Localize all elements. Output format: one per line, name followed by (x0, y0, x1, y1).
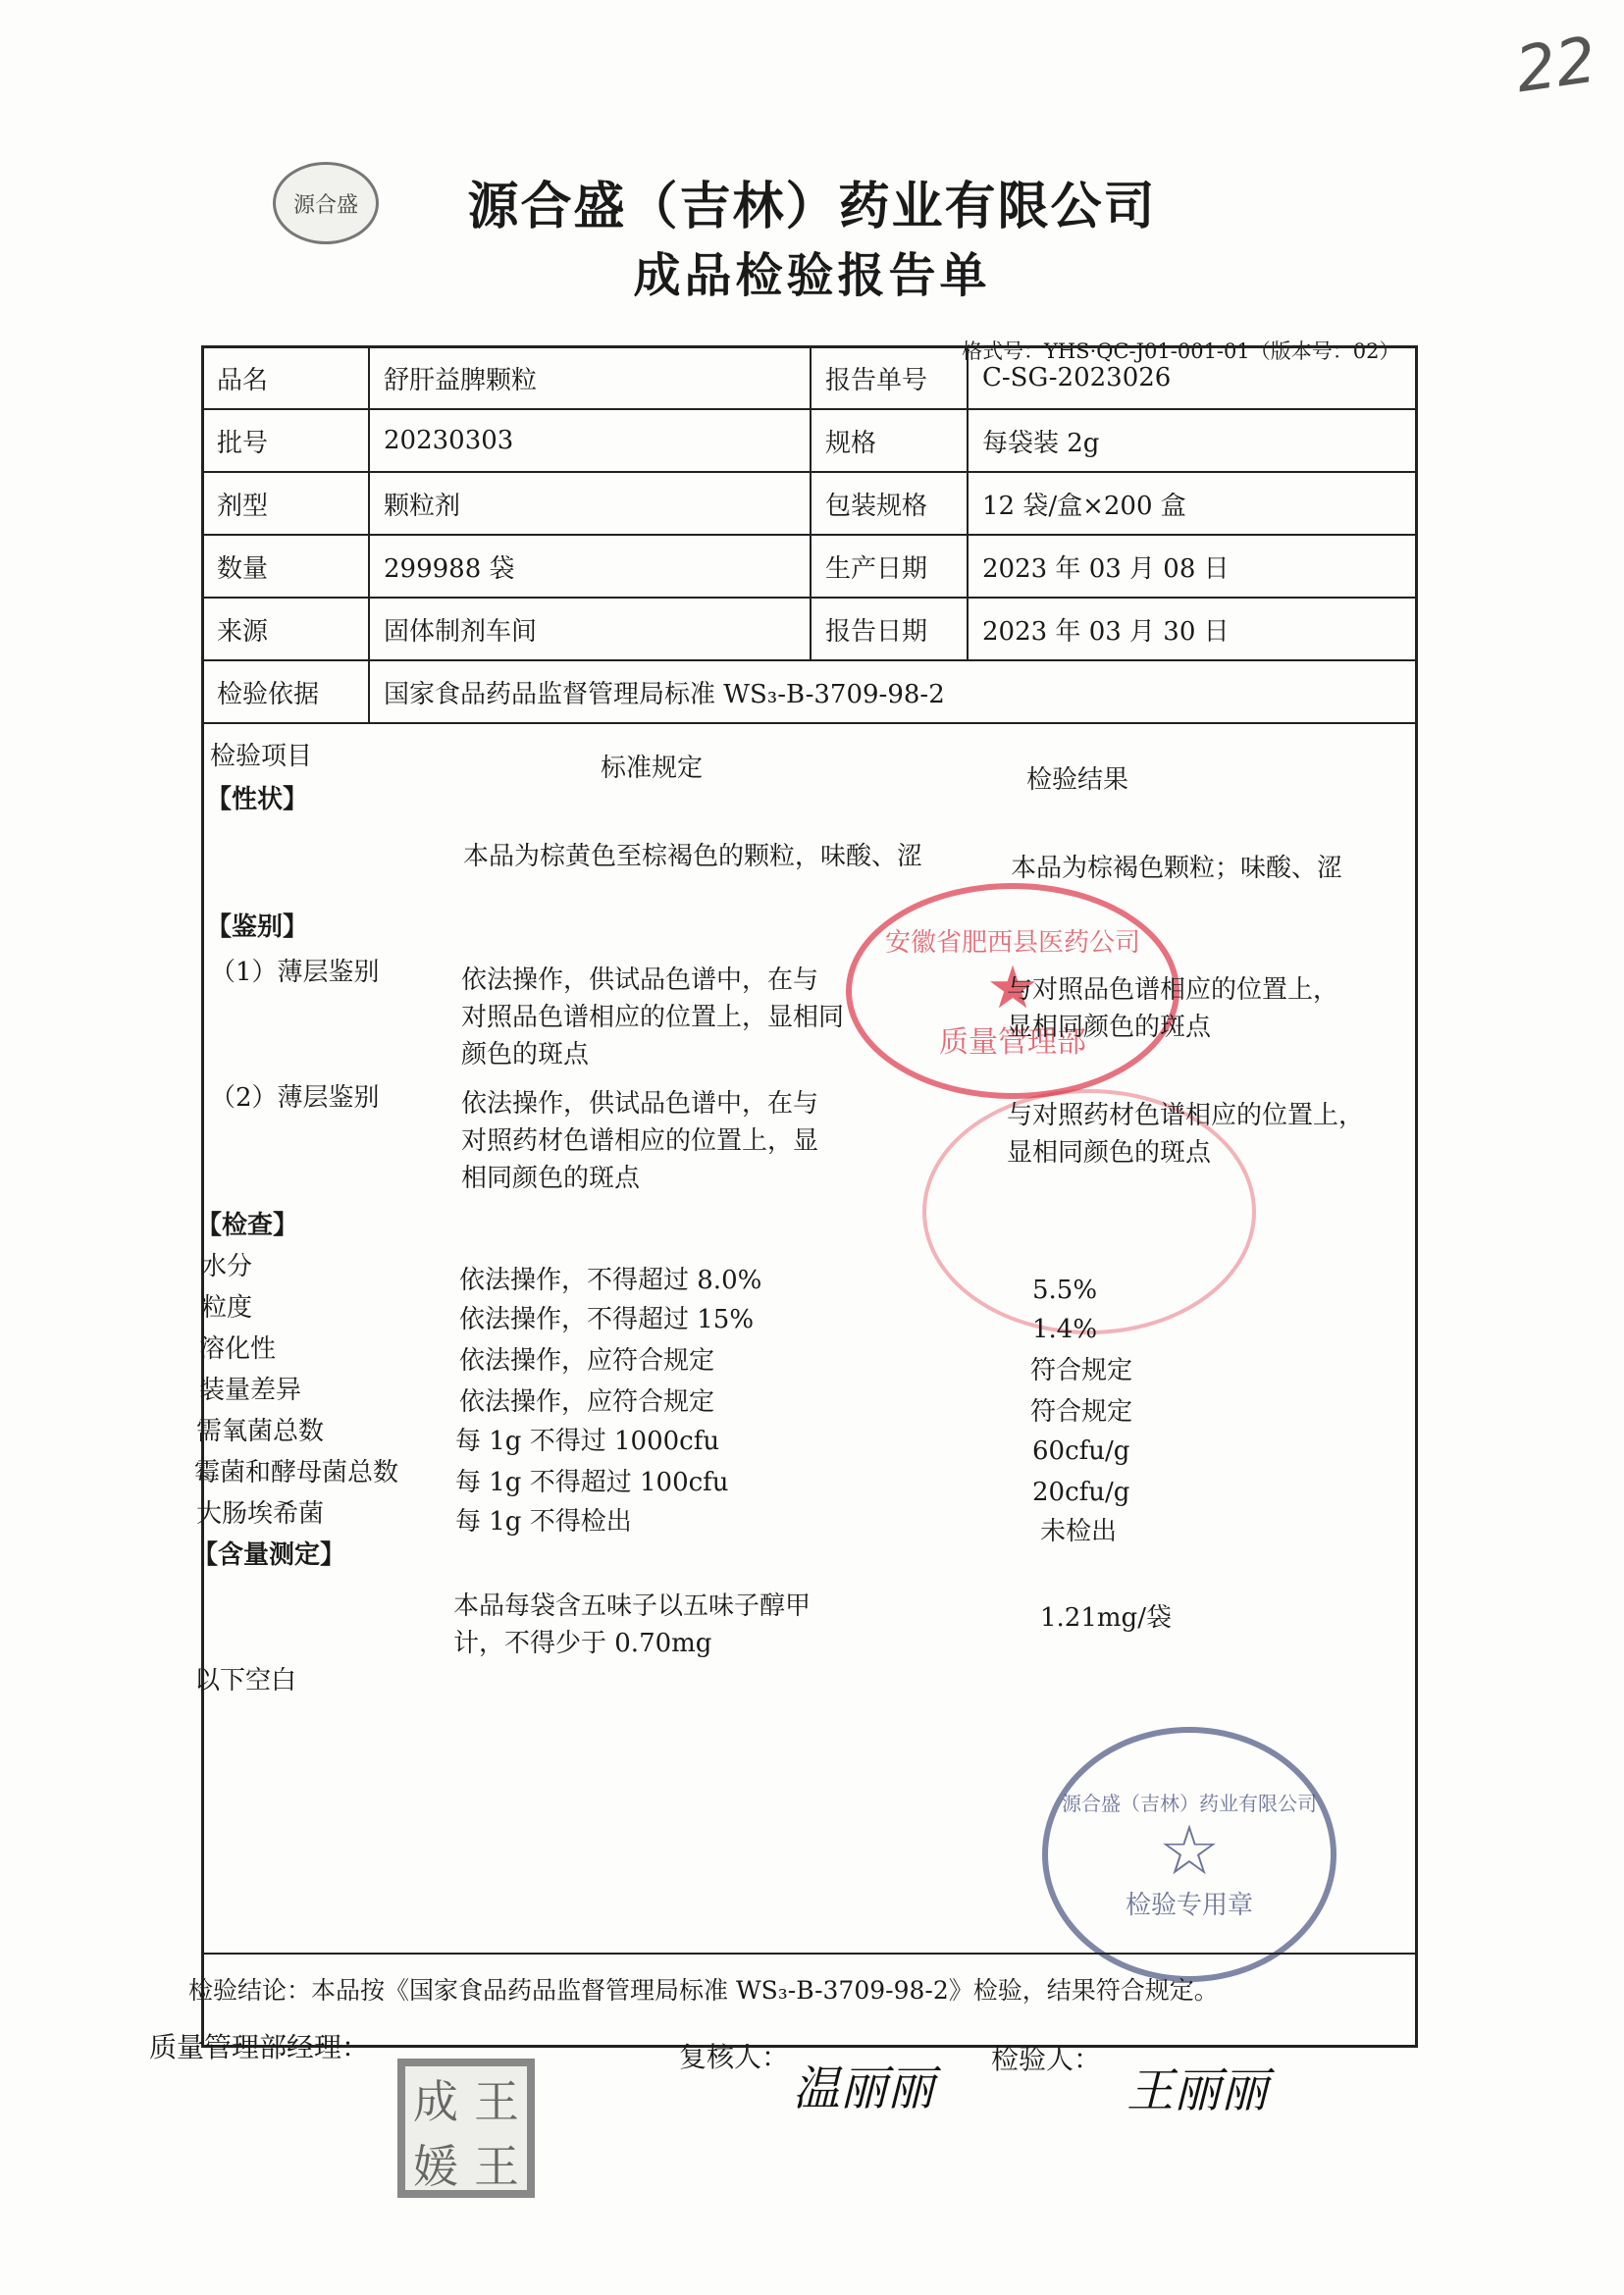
blue-stamp-text-bottom: 检验专用章 (1125, 1891, 1253, 1920)
value-form: 颗粒剂 (369, 472, 811, 535)
label-product: 品名 (202, 346, 369, 409)
value-basis: 国家食品药品监督管理局标准 WS₃-B-3709-98-2 (369, 660, 1417, 723)
character-result: 本品为棕褐色颗粒；味酸、涩 (1011, 854, 1343, 883)
header-item: 检验项目 (210, 742, 313, 771)
ident-1-name: （1）薄层鉴别 (210, 958, 380, 987)
table-row (202, 472, 1417, 535)
check-standard: 每 1g 不得过 1000cfu (455, 1427, 720, 1456)
label-report-no: 报告单号 (811, 346, 968, 409)
ident-2-result: 与对照药材色谱相应的位置上， 显相同颜色的斑点 (1007, 1101, 1365, 1168)
format-number: 格式号：YHS·QC-J01-001-01（版本号：02） (962, 339, 1400, 363)
label-report-date: 报告日期 (811, 598, 968, 660)
label-prod-date: 生产日期 (811, 535, 968, 598)
section-check: 【检查】 (196, 1211, 299, 1240)
ident-2-name: （2）薄层鉴别 (210, 1083, 380, 1113)
inspector-signature: 王丽丽 (1126, 2063, 1269, 2118)
value-report-no: C-SG-2023026 (968, 346, 1417, 409)
check-standard: 依法操作，不得超过 15% (459, 1305, 755, 1334)
header-result: 检验结果 (1026, 765, 1129, 795)
check-standard: 依法操作，不得超过 8.0% (459, 1266, 762, 1295)
value-pack: 12 袋/盒×200 盒 (968, 472, 1417, 535)
check-name: 粒度 (201, 1293, 253, 1323)
check-standard: 每 1g 不得超过 100cfu (455, 1468, 729, 1497)
check-result: 未检出 (1040, 1517, 1118, 1546)
star-icon: ☆ (1158, 1810, 1221, 1891)
check-standard: 依法操作，应符合规定 (459, 1387, 715, 1417)
blue-stamp-text-top: 源合盛（吉林）药业有限公司 (1062, 1792, 1317, 1815)
ident-2-standard: 依法操作，供试品色谱中，在与 对照药材色谱相应的位置上，显 相同颜色的斑点 (461, 1089, 819, 1193)
table-row (202, 409, 1417, 472)
check-standard: 依法操作，应符合规定 (459, 1346, 715, 1376)
info-table (201, 345, 1418, 724)
company-name: 源合盛（吉林）药业有限公司 (467, 178, 1157, 236)
label-basis: 检验依据 (202, 660, 369, 723)
check-result: 60cfu/g (1032, 1436, 1130, 1466)
table-row (202, 660, 1417, 723)
label-qty: 数量 (202, 535, 369, 598)
inspection-stamp (1042, 1727, 1336, 1982)
conclusion-divider (201, 1953, 1418, 1955)
assay-result: 1.21mg/袋 (1040, 1603, 1172, 1633)
section-character: 【性状】 (206, 785, 309, 814)
value-qty: 299988 袋 (369, 535, 811, 598)
table-row (202, 346, 1417, 409)
blank-note: 以下空白 (194, 1666, 297, 1695)
check-result: 符合规定 (1030, 1397, 1133, 1427)
value-prod-date: 2023 年 03 月 08 日 (968, 535, 1417, 598)
label-spec: 规格 (811, 409, 968, 472)
table-row (202, 535, 1417, 598)
ident-1-standard: 依法操作，供试品色谱中，在与 对照品色谱相应的位置上，显相同 颜色的斑点 (461, 965, 845, 1069)
table-row (202, 598, 1417, 660)
value-spec: 每袋装 2g (968, 409, 1417, 472)
conclusion: 检验结论：本品按《国家食品药品监督管理局标准 WS₃-B-3709-98-2》检验，结果符合规定。 (188, 1976, 1219, 2005)
check-name: 需氧菌总数 (196, 1417, 325, 1446)
company-logo: 源合盛 (273, 162, 379, 244)
value-report-date: 2023 年 03 月 30 日 (968, 598, 1417, 660)
star-icon: ★ (986, 953, 1039, 1022)
document-title: 成品检验报告单 (633, 248, 991, 303)
check-result: 5.5% (1032, 1276, 1098, 1305)
label-form: 剂型 (202, 472, 369, 535)
check-result: 1.4% (1032, 1315, 1098, 1344)
reviewer-label: 复核人： (679, 2041, 790, 2073)
assay-standard: 本品每袋含五味子以五味子醇甲 计，不得少于 0.70mg (453, 1591, 812, 1658)
ident-1-result: 与对照品色谱相应的位置上， 显相同颜色的斑点 (1007, 975, 1339, 1042)
manager-seal: 成 王 媛 王 (397, 2059, 535, 2198)
section-identification: 【鉴别】 (206, 913, 309, 942)
page-number: 22 (1511, 24, 1601, 108)
check-standard: 每 1g 不得检出 (455, 1507, 632, 1537)
character-standard: 本品为棕黄色至棕褐色的颗粒，味酸、涩 (463, 842, 923, 871)
value-batch: 20230303 (369, 409, 811, 472)
manager-label: 质量管理部经理： (149, 2031, 370, 2063)
check-name: 溶化性 (199, 1334, 277, 1364)
label-pack: 包装规格 (811, 472, 968, 535)
header-standard: 标准规定 (601, 754, 704, 783)
red-stamp-text-top: 安徽省肥西县医药公司 (884, 927, 1140, 958)
value-source: 固体制剂车间 (369, 598, 811, 660)
check-result: 20cfu/g (1032, 1478, 1130, 1507)
red-stamp-text-bottom: 质量管理部 (939, 1024, 1086, 1060)
label-batch: 批号 (202, 409, 369, 472)
section-assay: 【含量测定】 (192, 1540, 346, 1570)
check-name: 水分 (201, 1252, 253, 1281)
check-name: 霉菌和酵母菌总数 (194, 1458, 399, 1487)
check-result: 符合规定 (1030, 1356, 1133, 1385)
check-name: 装量差异 (199, 1376, 302, 1405)
label-source: 来源 (202, 598, 369, 660)
value-product: 舒肝益脾颗粒 (369, 346, 811, 409)
inspector-label: 检验人： (991, 2043, 1102, 2075)
check-name: 大肠埃希菌 (196, 1499, 325, 1529)
reviewer-signature: 温丽丽 (793, 2061, 935, 2116)
